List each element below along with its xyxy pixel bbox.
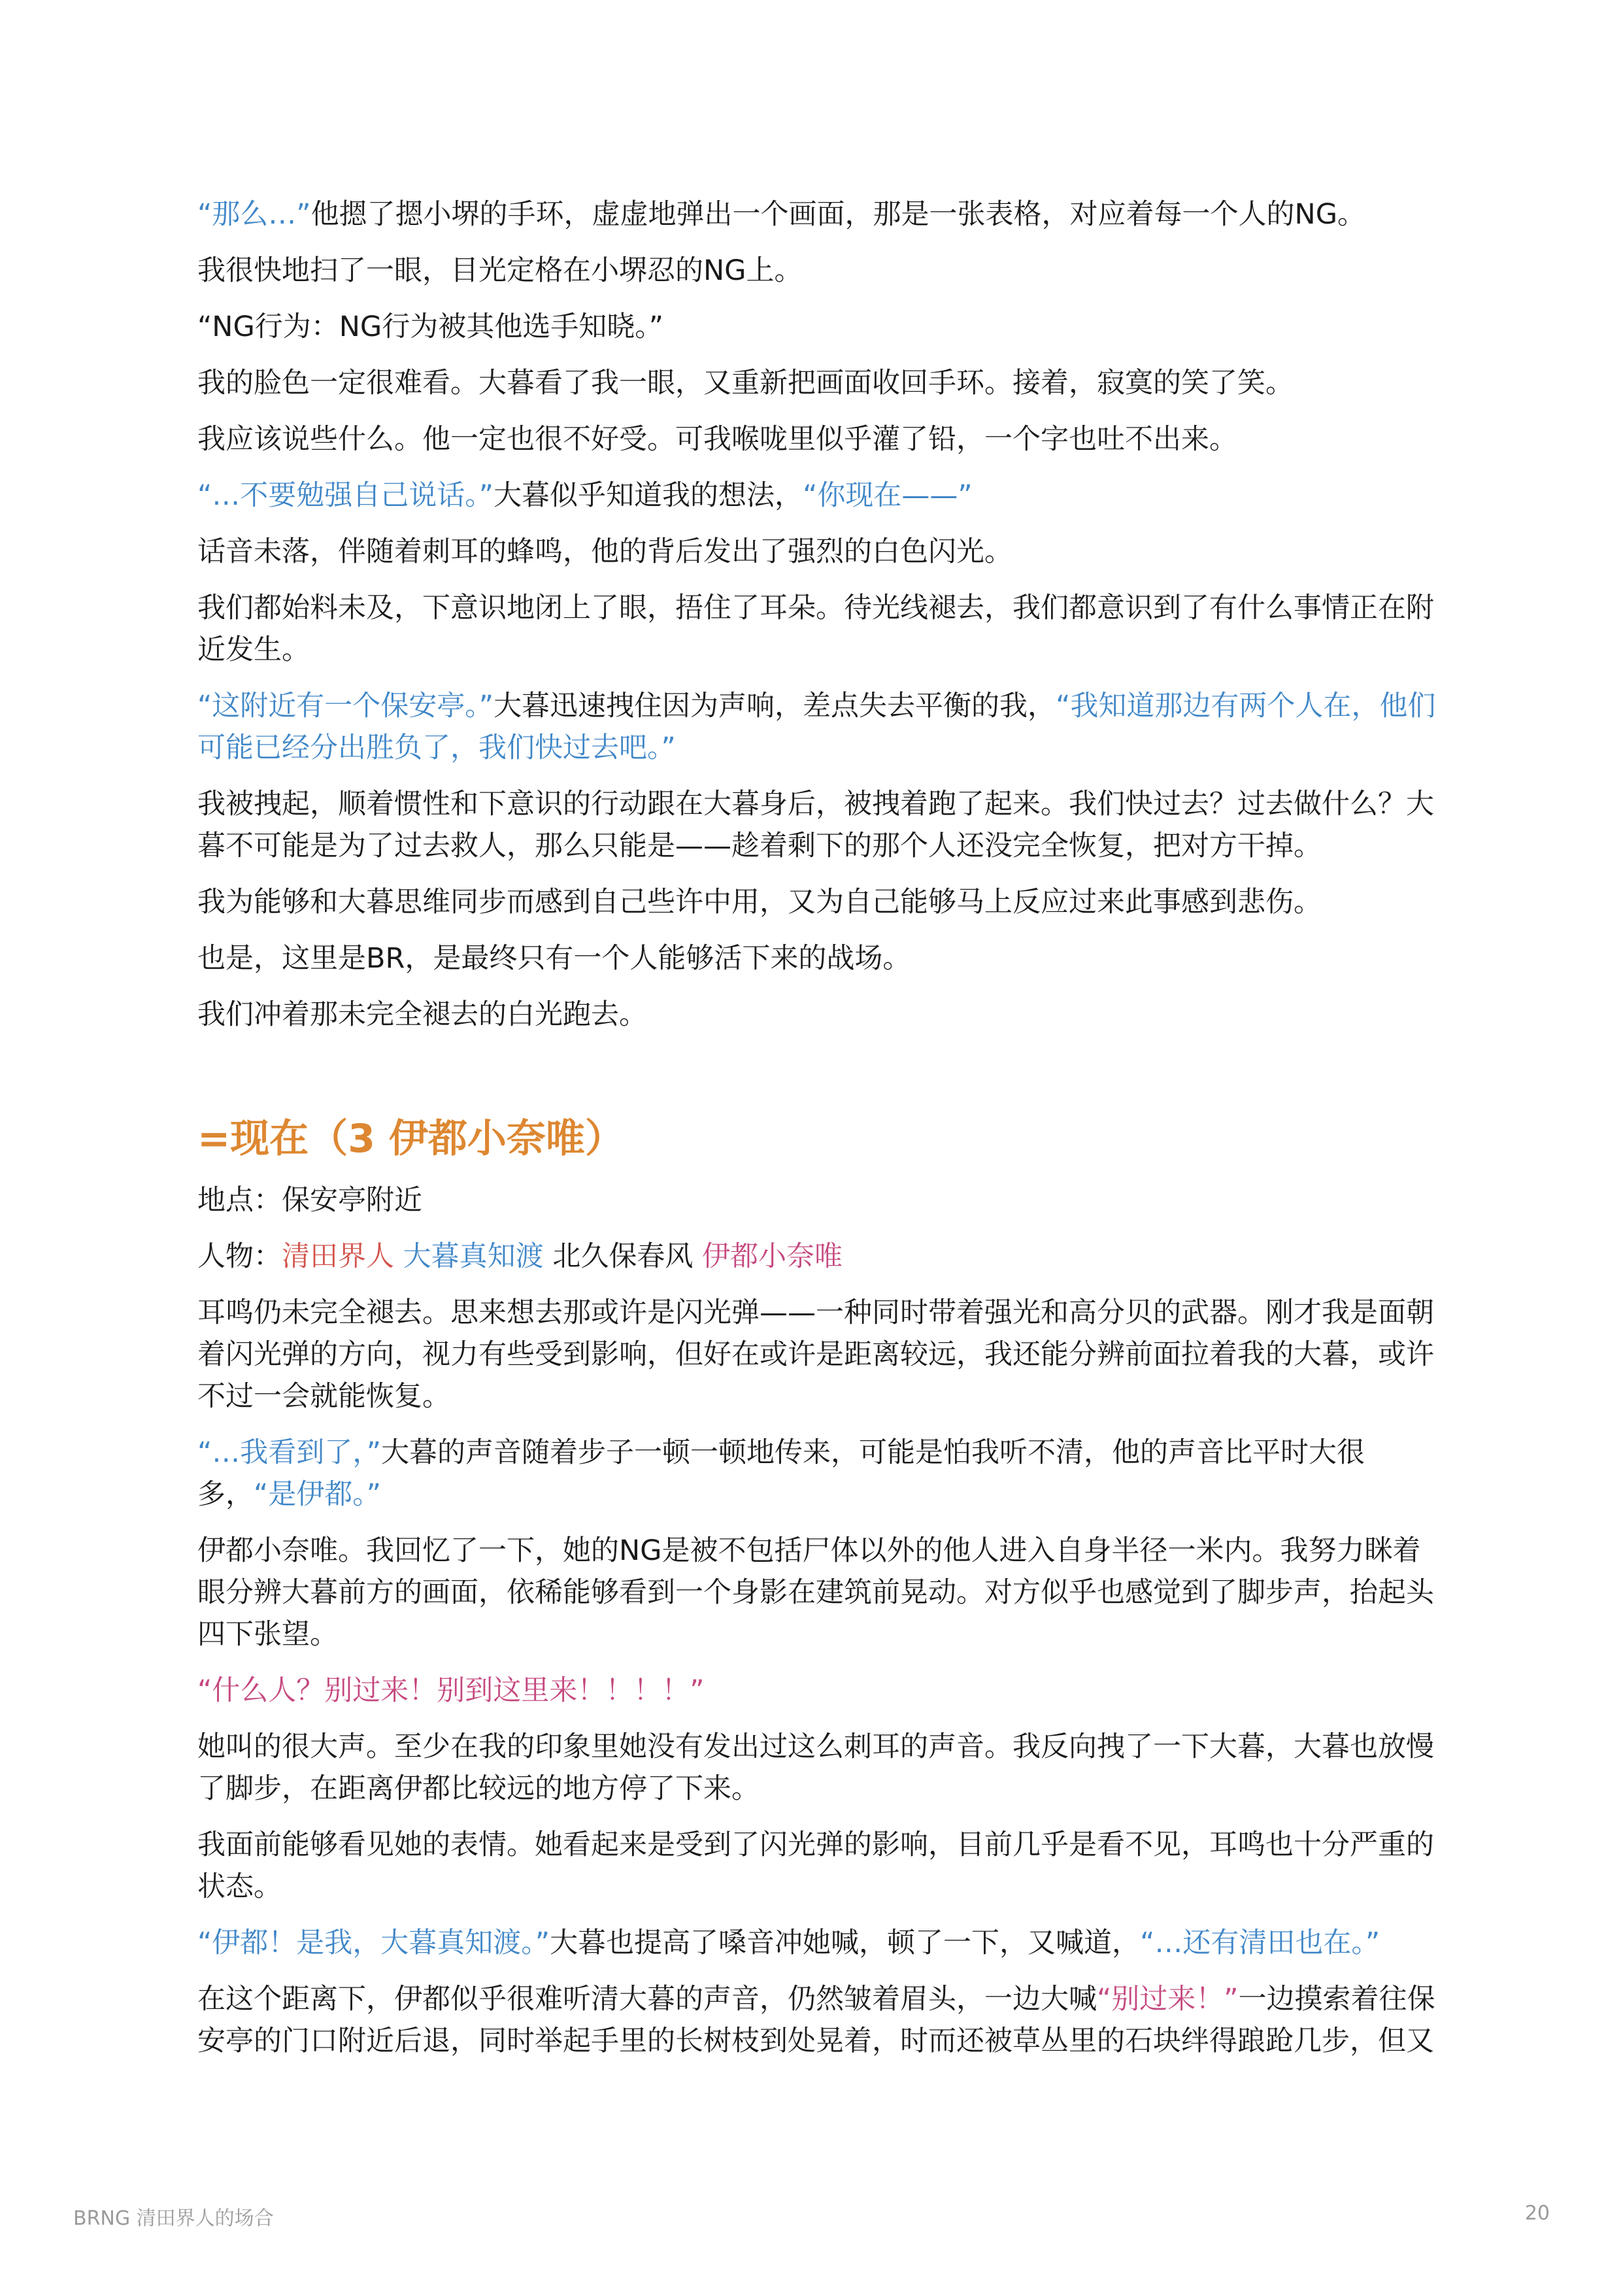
text-span: 一边摸索着往保安亭的门口附近后退，同时举起手里的长树枝到处晃着，时而还被草丛里的石块绊得踉跄几步，但又: [197, 1983, 1435, 2057]
quote-span: “是伊都。”: [254, 1478, 382, 1511]
text-span: “NG行为：NG行为被其他选手知晓。”: [197, 311, 664, 343]
paragraph: [197, 1179, 1439, 1221]
text-span: 在这个距离下，伊都似乎很难听清大暮的声音，仍然皱着眉头，一边大喊: [197, 1983, 1097, 2016]
text-span: 我的脸色一定很难看。大暮看了我一眼，又重新把画面收回手环。接着，寂寞的笑了笑。: [197, 367, 1294, 399]
paragraph: [197, 1978, 1439, 2062]
paragraph: [197, 685, 1439, 769]
paragraph: [197, 1530, 1439, 1655]
text-span: 我们都始料未及，下意识地闭上了眼，捂住了耳朵。待光线褪去，我们都意识到了有什么事情正在附近发生。: [197, 592, 1434, 666]
text-span: 我面前能够看见她的表情。她看起来是受到了闪光弹的影响，目前几乎是看不见，耳鸣也十分严重的状态。: [197, 1829, 1434, 1903]
text-span: 我很快地扫了一眼，目光定格在小堺忍的NG上。: [197, 254, 803, 287]
quote-span: “什么人？别过来！别到这里来！！！！”: [197, 1674, 705, 1707]
paragraph: [197, 475, 1439, 516]
paragraph: [197, 306, 1439, 348]
text-span: 我们冲着那未完全褪去的白光跑去。: [197, 998, 647, 1031]
text-span: 我为能够和大暮思维同步而感到自己些许中用，又为自己能够马上反应过来此事感到悲伤。: [197, 886, 1322, 919]
quote-span: “…还有清田也在。”: [1140, 1927, 1380, 1959]
paragraph: [197, 1236, 1439, 1277]
text-span: 话音未落，伴随着刺耳的蜂鸣，他的背后发出了强烈的白色闪光。: [197, 535, 1012, 568]
text-span: 我应该说些什么。他一定也很不好受。可我喉咙里似乎灌了铅，一个字也吐不出来。: [197, 423, 1237, 456]
paragraph: [197, 1922, 1439, 1964]
quote-span: “这附近有一个保安亭。”: [197, 690, 494, 722]
text-span: 大暮似乎知道我的想法，: [494, 479, 803, 512]
paragraph: [197, 1670, 1439, 1712]
text-span: 地点：保安亭附近: [197, 1184, 422, 1217]
paragraph: [197, 531, 1439, 573]
text-span: 大暮迅速拽住因为声响，差点失去平衡的我，: [494, 690, 1056, 722]
text-span: [394, 1240, 403, 1273]
quote-span: “…我看到了，”: [197, 1436, 382, 1469]
quote-span: “那么…”: [197, 198, 311, 231]
section-past: [197, 194, 1439, 1036]
paragraph: [197, 362, 1439, 404]
text-span: 她叫的很大声。至少在我的印象里她没有发出过这么刺耳的声音。我反向拽了一下大暮，大暮也放慢了脚步，在距离伊都比较远的地方停了下来。: [197, 1730, 1434, 1805]
paragraph: [197, 1726, 1439, 1810]
paragraph: [197, 418, 1439, 460]
paragraph: [197, 250, 1439, 292]
paragraph: [197, 994, 1439, 1036]
section-present: [197, 1179, 1439, 2062]
paragraph: [197, 1824, 1439, 1908]
paragraph: [197, 783, 1439, 867]
text-span: 他摁了摁小堺的手环，虚虚地弹出一个画面，那是一张表格，对应着每一个人的NG。: [310, 198, 1366, 231]
quote-span: 大暮真知渡: [403, 1240, 544, 1273]
text-span: 耳鸣仍未完全褪去。思来想去那或许是闪光弹——一种同时带着强光和高分贝的武器。刚才我是面朝着闪光弹的方向，视力有些受到影响，但好在或许是距离较远，我还能分辨前面拉着我的大暮，或许不过一会就能恢复。: [197, 1296, 1434, 1413]
paragraph: [197, 937, 1439, 979]
page-number: 20: [1524, 2202, 1550, 2225]
quote-span: “…不要勉强自己说话。”: [197, 479, 494, 512]
paragraph: [197, 881, 1439, 923]
quote-span: “别过来！”: [1097, 1983, 1239, 2016]
section-heading: =现在（3 伊都小奈唯）: [197, 1116, 624, 1162]
text-span: 大暮的声音随着步子一顿一顿地传来，可能是怕我听不清，他的声音比平时大很多，: [197, 1436, 1365, 1511]
footer-title: BRNG 清田界人的场合: [73, 2207, 274, 2230]
quote-span: “我知道那边有两个人在，他们可能已经分出胜负了，我们快过去吧。”: [197, 690, 1436, 764]
quote-span: 清田界人: [282, 1240, 394, 1273]
quote-span: “伊都！是我，大暮真知渡。”: [197, 1927, 550, 1959]
quote-span: 伊都小奈唯: [702, 1240, 843, 1273]
text-span: 也是，这里是BR，是最终只有一个人能够活下来的战场。: [197, 942, 911, 975]
text-span: 我被拽起，顺着惯性和下意识的行动跟在大暮身后，被拽着跑了起来。我们快过去？过去做什么？大暮不可能是为了过去救人，那么只能是——趁着剩下的那个人还没完全恢复，把对方干掉。: [197, 788, 1434, 862]
text-span: 大暮也提高了嗓音冲她喊，顿了一下，又喊道，: [550, 1927, 1141, 1959]
quote-span: “你现在——”: [803, 479, 973, 512]
paragraph: [197, 587, 1439, 671]
paragraph: [197, 1432, 1439, 1515]
text-span: 伊都小奈唯。我回忆了一下，她的NG是被不包括尸体以外的他人进入自身半径一米内。我努力眯着眼分辨大暮前方的画面，依稀能够看到一个身影在建筑前晃动。对方似乎也感觉到了脚步声，抬起头四下张望。: [197, 1534, 1434, 1651]
paragraph: [197, 1292, 1439, 1417]
document-body: [197, 194, 1439, 2076]
paragraph: [197, 194, 1439, 235]
text-span: 人物：: [197, 1240, 282, 1273]
text-span: 北久保春风: [543, 1240, 703, 1273]
